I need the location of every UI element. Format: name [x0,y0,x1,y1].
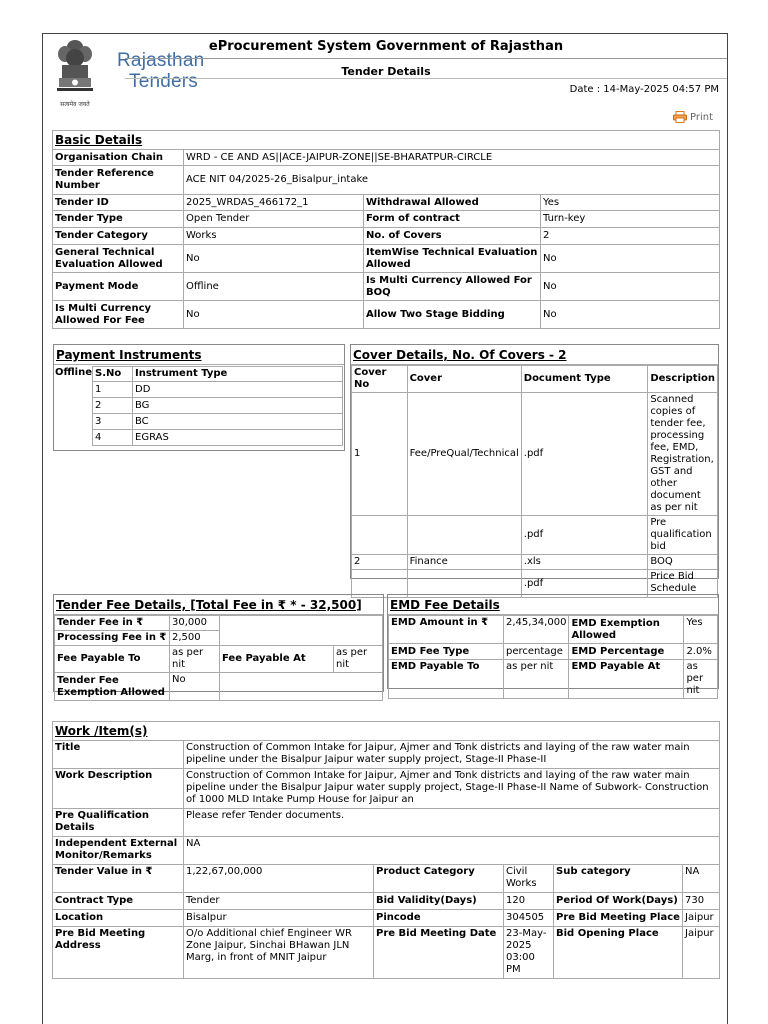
payment-instruments-box [53,344,345,451]
header-divider-2 [125,78,727,79]
prebid-address-value: O/o Additional chief Engineer WR Zone Jaipur, Sinchai BHawan JLN Marg, in front of MNIT Jaipur [184,927,374,979]
field-label: Withdrawal Allowed [364,195,541,211]
document-type: .pdf [521,516,648,555]
field-label: Is Multi Currency Allowed For Fee [53,301,184,329]
cover-no: 1 [352,393,408,516]
field-label: Is Multi Currency Allowed For BOQ [364,273,541,301]
printer-icon [673,111,687,123]
instrument-sno: 1 [93,382,133,398]
basic-details-table [52,130,720,329]
emd-fee-table [388,615,718,699]
field-label: EMD Percentage [569,644,684,660]
logo-line-2: Tenders [129,71,198,92]
emd-fee-box [387,594,719,696]
contract-type-value: Tender [184,893,374,910]
cover-row [352,516,718,555]
instrument-row [93,398,343,414]
field-label: Tender Fee in ₹ [55,616,170,631]
tender-ref-value: ACE NIT 04/2025-26_Bisalpur_intake [184,166,720,195]
ite-value: No [541,245,720,273]
field-label: Tender Value in ₹ [53,865,184,893]
emd-payable-to-value: as per nit [504,660,569,699]
field-label: Bid Validity(Days) [374,893,504,910]
field-label: Allow Two Stage Bidding [364,301,541,329]
monitor-value: NA [184,837,720,865]
cover-row [352,555,718,570]
cover-no: 2 [352,555,408,570]
covers-value: 2 [541,228,720,245]
col-document-type: Document Type [521,366,648,393]
instrument-table [92,366,343,446]
field-label: Location [53,910,184,927]
field-label: No. of Covers [364,228,541,245]
tender-page [42,33,728,1024]
field-label: Pre Bid Meeting Address [53,927,184,979]
instrument-sno: 4 [93,430,133,446]
tender-fee-value: 30,000 [170,616,220,631]
fee-exemption-value: No [170,673,220,701]
field-label: Fee Payable At [220,646,334,673]
product-category-value: Civil Works [504,865,554,893]
field-label: Tender ID [53,195,184,211]
field-label: Pincode [374,910,504,927]
document-type: .xls [521,555,648,570]
period-value: 730 [683,893,720,910]
field-label: EMD Exemption Allowed [569,616,684,644]
two-stage-value: No [541,301,720,329]
emd-fee-heading: EMD Fee Details [388,595,718,615]
cover-table [351,365,718,598]
instrument-type: BG [133,398,343,414]
field-label: Contract Type [53,893,184,910]
emd-fee-type-value: percentage [504,644,569,660]
field-label: Tender Category [53,228,184,245]
tender-value: 1,22,67,00,000 [184,865,374,893]
work-description-value: Construction of Common Intake for Jaipur, Ajmer and Tonk districts and laying of the raw water main pipeline under the Bisalpur Jaipur water supply project, Stage-II Phase-II Name of Subwork- Construction of 1000 MLD Intake Pump House for Jaipur an [184,769,720,809]
field-label: Product Category [374,865,504,893]
instrument-sno: 2 [93,398,133,414]
header-divider [125,58,727,59]
cover-description: Scanned copies of tender fee, processing fee, EMD, Registration, GST and other document as per nit [648,393,718,516]
col-description: Description [648,366,718,393]
date-stamp: Date : 14-May-2025 04:57 PM [569,84,719,95]
field-label: Tender Fee Exemption Allowed [55,673,170,701]
instrument-type: EGRAS [133,430,343,446]
tender-type-value: Open Tender [184,211,364,228]
field-label: Organisation Chain [53,150,184,166]
field-label: Bid Opening Place [554,927,683,979]
cover-details-box [350,344,719,594]
field-label: EMD Amount in ₹ [389,616,504,644]
field-label: EMD Payable To [389,660,504,699]
tender-fee-heading: Tender Fee Details, [Total Fee in ₹ * - 32,500] [54,595,383,615]
empty-cell [220,673,383,701]
field-label: Payment Mode [53,273,184,301]
tender-category-value: Works [184,228,364,245]
col-cover: Cover [407,366,521,393]
col-cover-no: Cover No [352,366,408,393]
emd-percentage-value: 2.0% [684,644,718,660]
opening-place-value: Jaipur [683,927,720,979]
instrument-sno: 3 [93,414,133,430]
print-label: Print [689,111,713,123]
pincode-value: 304505 [504,910,554,927]
cover-description: Price Bid Schedule [648,570,718,598]
col-instrument-type: Instrument Type [133,367,343,382]
field-label: Pre Bid Meeting Date [374,927,504,979]
prebid-date-value: 23-May-2025 03:00 PM [504,927,554,979]
multi-boq-value: No [541,273,720,301]
tender-fee-table [54,615,383,701]
instrument-row [93,414,343,430]
emd-exemption-value: Yes [684,616,718,644]
field-label: Pre Qualification Details [53,809,184,837]
work-items-table [52,721,720,979]
work-title-value: Construction of Common Intake for Jaipur, Ajmer and Tonk districts and laying of the raw water main pipeline under the Bisalpur Jaipur water supply project, Stage-II Phase-II [184,741,720,769]
emblem-caption: सत्यमेव जयते [60,101,90,108]
processing-fee-value: 2,500 [170,631,220,646]
cover-name: Finance [407,555,521,570]
instrument-row [93,382,343,398]
field-label: Work Description [53,769,184,809]
field-label: Tender Reference Number [53,166,184,195]
col-sno: S.No [93,367,133,382]
document-type: .pdf [521,570,648,598]
prebid-place-value: Jaipur [683,910,720,927]
fee-payable-at-value: as per nit [334,646,383,673]
bid-validity-value: 120 [504,893,554,910]
cover-name [407,516,521,555]
cover-description: Pre qualification bid [648,516,718,555]
field-label: ItemWise Technical Evaluation Allowed [364,245,541,273]
instrument-type: DD [133,382,343,398]
payment-mode-label: Offline [55,367,92,378]
cover-name: Fee/PreQual/Technical [407,393,521,516]
field-label: General Technical Evaluation Allowed [53,245,184,273]
page-title: eProcurement System Government of Rajasthan [208,39,564,54]
field-label: Pre Bid Meeting Place [554,910,683,927]
field-label: Tender Type [53,211,184,228]
emd-payable-at-value: as per nit [684,660,718,699]
field-label: Title [53,741,184,769]
field-label: EMD Payable At [569,660,684,699]
document-type: .pdf [521,393,648,516]
field-label: Sub category [554,865,683,893]
sub-category-value: NA [683,865,720,893]
cover-row [352,393,718,516]
page-subtitle: Tender Details [341,65,431,78]
prequal-value: Please refer Tender documents. [184,809,720,837]
cover-description: BOQ [648,555,718,570]
fee-payable-to-value: as per nit [170,646,220,673]
field-label: Independent External Monitor/Remarks [53,837,184,865]
contract-form-value: Turn-key [541,211,720,228]
field-label: Form of contract [364,211,541,228]
work-items-heading: Work /Item(s) [53,722,720,741]
field-label: Period Of Work(Days) [554,893,683,910]
emd-amount-value: 2,45,34,000 [504,616,569,644]
print-button[interactable] [673,111,713,123]
location-value: Bisalpur [184,910,374,927]
cover-details-heading: Cover Details, No. Of Covers - 2 [351,345,718,365]
payment-mode-value: Offline [184,273,364,301]
field-label: Fee Payable To [55,646,170,673]
gte-value: No [184,245,364,273]
empty-cell [220,616,383,646]
multi-fee-value: No [184,301,364,329]
payment-instruments-heading: Payment Instruments [54,345,344,365]
field-label: EMD Fee Type [389,644,504,660]
org-chain-value: WRD - CE AND AS||ACE-JAIPUR-ZONE||SE-BHARATPUR-CIRCLE [184,150,720,166]
withdrawal-value: Yes [541,195,720,211]
instrument-type: BC [133,414,343,430]
logo-line-1: Rajasthan [117,50,205,71]
tender-id-value: 2025_WRDAS_466172_1 [184,195,364,211]
instrument-row [93,430,343,446]
cover-no [352,516,408,555]
tender-fee-box [53,594,384,698]
basic-details-heading: Basic Details [53,131,720,150]
field-label: Processing Fee in ₹ [55,631,170,646]
